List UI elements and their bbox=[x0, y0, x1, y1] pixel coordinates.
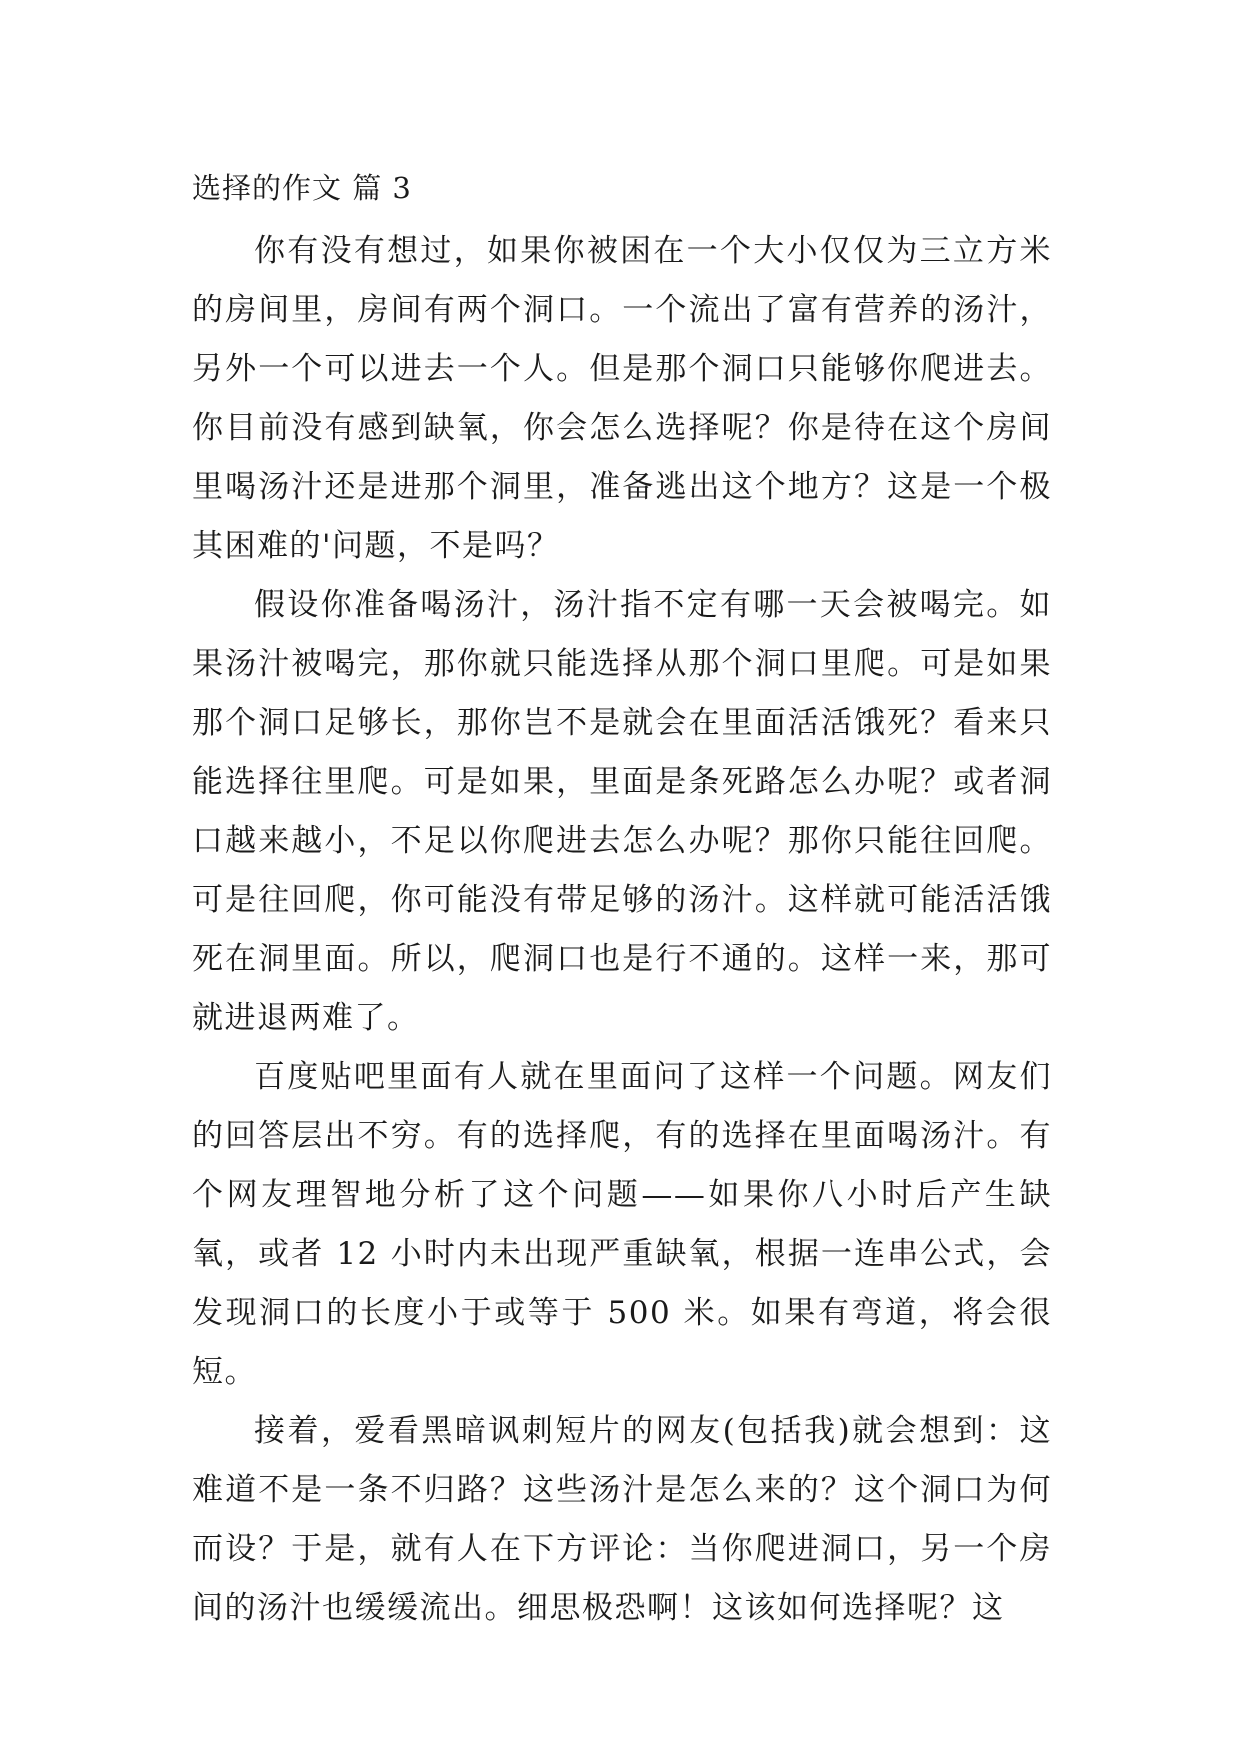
paragraph-1: 你有没有想过，如果你被困在一个大小仅仅为三立方米的房间里，房间有两个洞口。一个流出了富有营养的汤汁，另外一个可以进去一个人。但是那个洞口只能够你爬进去。你目前没有感到缺氧，你会怎么选择呢？你是待在这个房间里喝汤汁还是进那个洞里，准备逃出这个地方？这是一个极其困难的'问题，不是吗？ bbox=[192, 233, 1052, 564]
document-title: 选择的作文 篇 3 bbox=[192, 171, 412, 205]
paragraph-2: 假设你准备喝汤汁，汤汁指不定有哪一天会被喝完。如果汤汁被喝完，那你就只能选择从那个洞口里爬。可是如果那个洞口足够长，那你岂不是就会在里面活活饿死？看来只能选择往里爬。可是如果，里面是条死路怎么办呢？或者洞口越来越小，不足以你爬进去怎么办呢？那你只能往回爬。可是往回爬，你可能没有带足够的汤汁。这样就可能活活饿死在洞里面。所以，爬洞口也是行不通的。这样一来，那可就进退两难了。 bbox=[192, 587, 1052, 1036]
paragraph-3: 百度贴吧里面有人就在里面问了这样一个问题。网友们的回答层出不穷。有的选择爬，有的选择在里面喝汤汁。有个网友理智地分析了这个问题——如果你八小时后产生缺氧，或者 12 小时内未出现严重缺氧，根据一连串公式，会发现洞口的长度小于或等于 500 米。如果有弯道，将会很短。 bbox=[192, 1059, 1052, 1390]
paragraph-4: 接着，爱看黑暗讽刺短片的网友(包括我)就会想到：这难道不是一条不归路？这些汤汁是怎么来的？这个洞口为何而设？于是，就有人在下方评论：当你爬进洞口，另一个房间的汤汁也缓缓流出。细思极恐啊！这该如何选择呢？这 bbox=[192, 1413, 1052, 1626]
document-page bbox=[192, 160, 1052, 1638]
